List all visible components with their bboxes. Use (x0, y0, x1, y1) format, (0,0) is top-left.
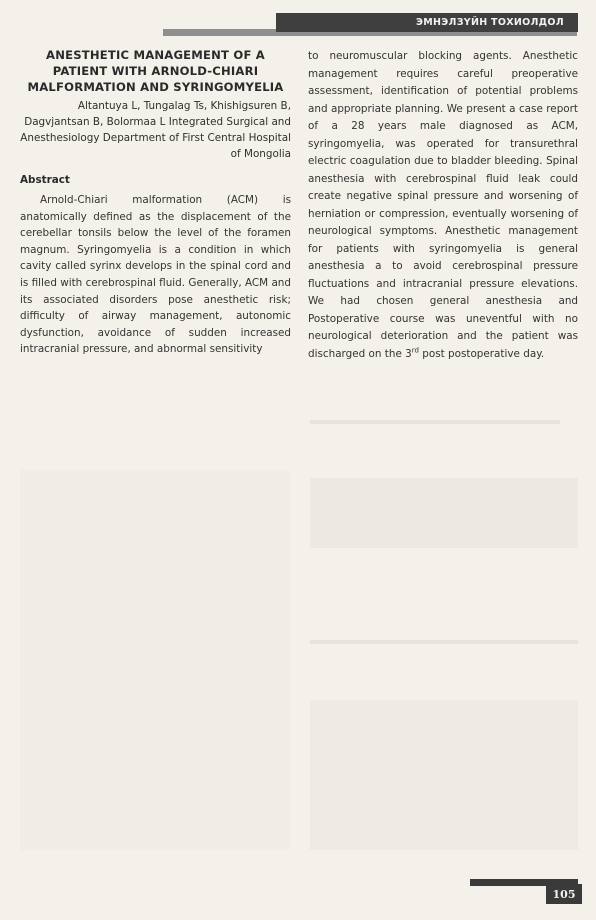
article-title: ANESTHETIC MANAGEMENT OF A PATIENT WITH ARNOLD-CHIARI MALFORMATION AND SYRINGOMYELIA (27, 48, 284, 94)
authors: Altantuya L, Tungalag Ts, Khishigsuren B, Dagvjantsan B, Bolormaa L (24, 100, 291, 128)
bleed-through (20, 470, 290, 850)
ordinal-suffix: rd (411, 346, 419, 355)
left-column (20, 47, 291, 368)
affiliation: Integrated Surgical and Anesthesiology Department of First Central Hospital of Mongolia (20, 116, 291, 160)
abstract-text-right (308, 48, 578, 363)
author-list (20, 98, 291, 162)
bleed-through (310, 700, 578, 850)
abstract-continuation: to neuromuscular blocking agents. Anesthetic management requires careful preoperative assessment, identification of potential problems and appropriate planning. We present a case report of a 28 years male diagnosed as ACM, syringomyelia, was operated for transurethral electric coagulation due to bladder bleeding. Spinal anesthesia with cerebrospinal fluid leak could create negative spinal pressure and worsening of herniation or compression, eventually worsening of neurological symptoms. Anesthetic management for patients with syringomyelia is general anesthesia a to avoid cerebrospinal pressure fluctuations and intracranial pressure elevations. We had chosen general anesthesia and Postoperative course was uneventful with no neurological deterioration and the patient was discharged on the 3 (308, 50, 578, 360)
section-label: ЭМНЭЛЗҮЙН ТОХИОЛДОЛ (276, 13, 578, 32)
bleed-through (310, 640, 578, 644)
bleed-through (310, 478, 578, 548)
abstract-heading: Abstract (20, 174, 70, 186)
bleed-through (310, 420, 560, 424)
abstract-text-left: Arnold-Chiari malformation (ACM) is anatomically defined as the displacement of the cerebellar tonsils below the level of the foramen magnum. Syringomyelia is a condition in which cavity called syrinx develops in the spinal cord and is filled with cerebrospinal fluid. Generally, ACM and its associated disorders pose anesthetic risk; difficulty of airway management, autonomic dysfunction, avoidance of sudden increased intracranial pressure, and abnormal sensitivity (20, 194, 291, 356)
abstract-ending: post postoperative day. (418, 347, 545, 360)
right-column (308, 48, 578, 363)
page-number: 105 (546, 884, 582, 904)
